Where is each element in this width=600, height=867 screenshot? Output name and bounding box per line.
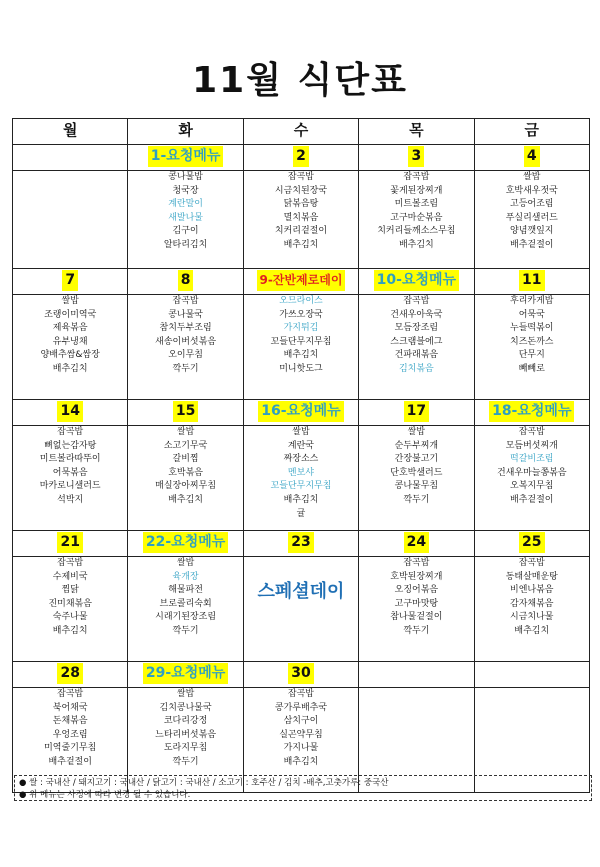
menu-item: 김치볶음 bbox=[398, 363, 434, 374]
menu-item: 가지나물 bbox=[283, 743, 319, 754]
menu-cell bbox=[474, 171, 589, 269]
day-header-wed: 수 bbox=[243, 119, 358, 145]
menu-item: 멸치볶음 bbox=[283, 212, 319, 223]
menu-item: 고구마순볶음 bbox=[390, 212, 443, 223]
menu-item: 시금치나물 bbox=[510, 612, 554, 623]
menu-cell bbox=[359, 426, 474, 531]
menu-item: 간장불고기 bbox=[394, 454, 439, 465]
menu-item: 유부냉채 bbox=[52, 336, 88, 347]
menu-item: 잡곡밥 bbox=[172, 296, 199, 306]
menu-item: 콩가루배추국 bbox=[274, 702, 328, 713]
menu-item: 단호박샐러드 bbox=[390, 467, 443, 478]
menu-item: 계란국 bbox=[287, 440, 315, 451]
date-cell bbox=[128, 531, 243, 557]
menu-item: 계란말이 bbox=[168, 199, 203, 210]
menu-item: 마카로니샐러드 bbox=[39, 481, 101, 492]
menu-item: 치즈돈까스 bbox=[510, 336, 554, 347]
date-label: 18-요청메뉴 bbox=[489, 401, 574, 422]
menu-item: 배추김치 bbox=[398, 239, 434, 250]
menu-item: 치커리들깨소스무침 bbox=[377, 226, 456, 237]
menu-cell bbox=[128, 557, 243, 662]
menu-item: 떡갈비조림 bbox=[510, 454, 554, 465]
menu-cell bbox=[128, 171, 243, 269]
menu-item: 뼈없는감자탕 bbox=[44, 440, 97, 451]
menu-item: 배추김치 bbox=[52, 363, 88, 374]
menu-item: 시금치된장국 bbox=[274, 185, 328, 196]
special-day-label: 스페셜데이 bbox=[257, 581, 345, 602]
date-label: 17 bbox=[404, 401, 429, 422]
menu-item: 순두부찌개 bbox=[394, 440, 439, 451]
date-label: 3 bbox=[408, 146, 424, 167]
menu-item: 쌀밥 bbox=[176, 558, 195, 568]
menu-item: 양배추쌈&쌈장 bbox=[40, 350, 100, 361]
menu-item: 배추겉절이 bbox=[48, 756, 92, 767]
date-cell bbox=[13, 400, 128, 426]
menu-item: 깍두기 bbox=[403, 625, 430, 636]
menu-item: 배추김치 bbox=[283, 239, 319, 250]
menu-item: 잡곡밥 bbox=[57, 689, 84, 699]
date-cell bbox=[474, 400, 589, 426]
menu-item: 건새우아욱국 bbox=[390, 309, 443, 320]
date-label: 2 bbox=[293, 146, 309, 167]
date-cell bbox=[359, 269, 474, 295]
date-label: 16-요청메뉴 bbox=[258, 401, 343, 422]
menu-item: 해물파전 bbox=[168, 585, 203, 596]
menu-item: 단무지 bbox=[518, 350, 545, 361]
menu-item: 미트볼조림 bbox=[394, 199, 439, 210]
menu-item: 조랭이미역국 bbox=[44, 309, 97, 320]
change-note: ● 위 메뉴는 사정에 따라 변경 될 수 있습니다. bbox=[19, 790, 191, 800]
date-cell bbox=[474, 531, 589, 557]
date-cell bbox=[474, 145, 589, 171]
menu-item: 느타리버섯볶음 bbox=[155, 729, 217, 740]
menu-item: 새발나물 bbox=[168, 212, 203, 223]
meal-table bbox=[12, 118, 590, 793]
menu-item: 새송이버섯볶음 bbox=[155, 336, 217, 347]
menu-cell bbox=[359, 171, 474, 269]
menu-item: 누들떡볶이 bbox=[510, 323, 554, 334]
menu-item: 참치두부조림 bbox=[159, 323, 212, 334]
menu-item: 잡곡밥 bbox=[403, 296, 430, 306]
menu-cell bbox=[13, 295, 128, 400]
menu-row bbox=[13, 426, 590, 531]
menu-item: 꽃게된장찌개 bbox=[390, 185, 443, 196]
menu-item: 잡곡밥 bbox=[518, 427, 545, 437]
menu-item: 오이무침 bbox=[168, 350, 203, 361]
date-label: 15 bbox=[173, 401, 198, 422]
menu-item: 양념깻잎지 bbox=[510, 226, 554, 237]
menu-item: 쌀밥 bbox=[523, 172, 541, 182]
menu-item: 배추김치 bbox=[283, 494, 319, 505]
menu-item: 육개장 bbox=[172, 571, 199, 582]
menu-item: 귤 bbox=[296, 508, 306, 519]
menu-item: 깍두기 bbox=[172, 625, 199, 636]
menu-item: 동태살매운탕 bbox=[505, 571, 558, 582]
menu-item: 진미채볶음 bbox=[48, 598, 92, 609]
menu-item: 참나물겉절이 bbox=[390, 612, 443, 623]
menu-item: 고등어조림 bbox=[510, 199, 554, 210]
date-cell bbox=[13, 269, 128, 295]
day-header-row bbox=[13, 119, 590, 145]
menu-item: 빼빼로 bbox=[518, 363, 545, 374]
menu-item: 수제비국 bbox=[52, 571, 88, 582]
menu-cell bbox=[359, 557, 474, 662]
menu-cell bbox=[13, 426, 128, 531]
date-label: 23 bbox=[288, 532, 313, 553]
date-row bbox=[13, 145, 590, 171]
date-label: 9-잔반제로데이 bbox=[257, 270, 346, 291]
menu-item: 배추김치 bbox=[283, 756, 319, 767]
date-cell bbox=[128, 400, 243, 426]
menu-item: 깍두기 bbox=[403, 494, 430, 505]
menu-item: 도라지무침 bbox=[163, 743, 208, 754]
menu-item: 스크램블에그 bbox=[390, 336, 443, 347]
date-cell bbox=[243, 269, 358, 295]
menu-item: 제육볶음 bbox=[52, 323, 88, 334]
meal-table-body bbox=[13, 145, 590, 793]
menu-item: 우엉조림 bbox=[52, 729, 88, 740]
menu-item: 어묵국 bbox=[518, 309, 545, 320]
menu-cell bbox=[13, 557, 128, 662]
date-cell bbox=[13, 145, 128, 171]
menu-item: 매실장아찌무침 bbox=[155, 481, 217, 492]
menu-cell bbox=[128, 295, 243, 400]
date-label: 11 bbox=[519, 270, 544, 291]
menu-item: 오므라이스 bbox=[279, 296, 323, 306]
menu-cell bbox=[243, 295, 358, 400]
menu-item: 가지튀김 bbox=[283, 323, 319, 334]
menu-item: 잡곡밥 bbox=[403, 172, 430, 182]
menu-item: 미트볼라따뚜이 bbox=[39, 454, 101, 465]
menu-item: 숙주나물 bbox=[52, 612, 88, 623]
menu-item: 청국장 bbox=[172, 185, 199, 196]
menu-item: 후리카게밥 bbox=[510, 296, 554, 306]
menu-item: 북어채국 bbox=[52, 702, 88, 713]
menu-item: 잡곡밥 bbox=[57, 427, 84, 437]
menu-item: 석박지 bbox=[57, 494, 84, 505]
date-cell bbox=[359, 400, 474, 426]
menu-item: 감자채볶음 bbox=[510, 598, 554, 609]
date-cell bbox=[243, 531, 358, 557]
menu-cell bbox=[474, 557, 589, 662]
menu-item: 배추겉절이 bbox=[510, 494, 554, 505]
menu-item: 닭볶음탕 bbox=[283, 199, 319, 210]
date-row bbox=[13, 531, 590, 557]
date-label: 14 bbox=[57, 401, 82, 422]
menu-item: 오징어볶음 bbox=[394, 585, 439, 596]
menu-item: 짜장소스 bbox=[283, 454, 319, 465]
date-row bbox=[13, 269, 590, 295]
menu-item: 건파래볶음 bbox=[394, 350, 439, 361]
menu-item: 잡곡밥 bbox=[287, 689, 315, 699]
menu-item: 코다리강정 bbox=[163, 716, 208, 727]
date-cell bbox=[474, 662, 589, 688]
date-cell bbox=[128, 662, 243, 688]
menu-item: 배추김치 bbox=[283, 350, 319, 361]
menu-item: 모듬버섯찌개 bbox=[505, 440, 558, 451]
menu-item: 어묵볶음 bbox=[52, 467, 88, 478]
menu-item: 소고기무국 bbox=[163, 440, 208, 451]
date-label: 7 bbox=[62, 270, 78, 291]
menu-item: 시래기된장조림 bbox=[155, 612, 217, 623]
date-cell bbox=[474, 269, 589, 295]
date-cell bbox=[13, 531, 128, 557]
menu-cell bbox=[474, 426, 589, 531]
menu-cell bbox=[243, 557, 358, 662]
menu-item: 삼치구이 bbox=[283, 716, 319, 727]
notice-box bbox=[14, 775, 592, 801]
date-cell bbox=[128, 145, 243, 171]
date-row bbox=[13, 662, 590, 688]
menu-item: 쌀밥 bbox=[61, 296, 79, 306]
menu-row bbox=[13, 295, 590, 400]
menu-item: 깍두기 bbox=[172, 756, 199, 767]
menu-item: 깍두기 bbox=[172, 363, 199, 374]
menu-item: 콩나물무침 bbox=[394, 481, 439, 492]
menu-item: 오복지무침 bbox=[510, 481, 554, 492]
menu-item: 모듬장조림 bbox=[394, 323, 439, 334]
date-label: 25 bbox=[519, 532, 544, 553]
date-label: 24 bbox=[404, 532, 429, 553]
date-label: 8 bbox=[178, 270, 194, 291]
menu-item: 꼬들단무지무침 bbox=[270, 336, 332, 347]
menu-item: 호박볶음 bbox=[168, 467, 203, 478]
date-cell bbox=[13, 662, 128, 688]
date-row bbox=[13, 400, 590, 426]
menu-item: 호박된장찌개 bbox=[390, 571, 443, 582]
day-header-mon: 월 bbox=[13, 119, 128, 145]
menu-row bbox=[13, 557, 590, 662]
menu-item: 쌀밥 bbox=[176, 427, 195, 437]
date-label: 21 bbox=[57, 532, 82, 553]
day-header-thu: 목 bbox=[359, 119, 474, 145]
date-label: 29-요청메뉴 bbox=[143, 663, 228, 684]
menu-item: 김구이 bbox=[172, 226, 199, 237]
date-cell bbox=[359, 662, 474, 688]
menu-item: 잡곡밥 bbox=[518, 558, 545, 568]
menu-item: 건새우마늘쫑볶음 bbox=[497, 467, 567, 478]
menu-item: 콩나물밥 bbox=[168, 172, 203, 182]
date-cell bbox=[359, 145, 474, 171]
date-label: 10-요청메뉴 bbox=[374, 270, 459, 291]
menu-row bbox=[13, 171, 590, 269]
menu-item: 잡곡밥 bbox=[287, 172, 315, 182]
date-label: 1-요청메뉴 bbox=[148, 146, 224, 167]
menu-cell bbox=[13, 171, 128, 269]
origin-note: ● 쌀 : 국내산 / 돼지고기 : 국내산 / 닭고기 : 국내산 / 소고기 : 호주산 / 김치 -배추,고춧가루: 중국산 bbox=[19, 778, 389, 788]
menu-item: 꼬들단무지무침 bbox=[270, 481, 332, 492]
menu-cell bbox=[359, 295, 474, 400]
menu-item: 실곤약무침 bbox=[279, 729, 323, 740]
menu-item: 멘보샤 bbox=[287, 467, 315, 478]
menu-cell bbox=[243, 171, 358, 269]
menu-cell bbox=[243, 426, 358, 531]
date-cell bbox=[359, 531, 474, 557]
menu-item: 돈채볶음 bbox=[52, 716, 88, 727]
date-cell bbox=[243, 662, 358, 688]
date-label: 22-요청메뉴 bbox=[143, 532, 228, 553]
page-title: 11월 식단표 bbox=[192, 60, 408, 101]
menu-item: 배추겉절이 bbox=[510, 239, 554, 250]
menu-item: 호박새우젓국 bbox=[505, 185, 558, 196]
menu-item: 미역줄기무침 bbox=[44, 743, 97, 754]
menu-item: 배추김치 bbox=[514, 625, 550, 636]
menu-item: 브로콜리숙회 bbox=[159, 598, 212, 609]
menu-item: 배추김치 bbox=[168, 494, 203, 505]
menu-item: 쌀밥 bbox=[407, 427, 426, 437]
day-header-tue: 화 bbox=[128, 119, 243, 145]
menu-item: 치커리겉절이 bbox=[274, 226, 328, 237]
menu-item: 알타리김치 bbox=[163, 239, 208, 250]
menu-cell bbox=[474, 295, 589, 400]
menu-item: 비엔나볶음 bbox=[510, 585, 554, 596]
menu-item: 미니핫도그 bbox=[279, 363, 323, 374]
date-label: 28 bbox=[57, 663, 82, 684]
menu-item: 쌀밥 bbox=[292, 427, 310, 437]
menu-item: 갈비찜 bbox=[172, 454, 199, 465]
menu-item: 잡곡밥 bbox=[403, 558, 430, 568]
menu-item: 찜닭 bbox=[61, 585, 79, 596]
date-cell bbox=[128, 269, 243, 295]
menu-item: 가쓰오장국 bbox=[279, 309, 323, 320]
menu-item: 고구마맛탕 bbox=[394, 598, 439, 609]
menu-cell bbox=[128, 426, 243, 531]
menu-item: 잡곡밥 bbox=[57, 558, 84, 568]
menu-item: 김치콩나물국 bbox=[159, 702, 212, 713]
day-header-fri: 금 bbox=[474, 119, 589, 145]
date-label: 4 bbox=[524, 146, 540, 167]
menu-item: 콩나물국 bbox=[168, 309, 203, 320]
menu-item: 쌀밥 bbox=[176, 689, 195, 699]
menu-item: 배추김치 bbox=[52, 625, 88, 636]
date-cell bbox=[243, 145, 358, 171]
date-label: 30 bbox=[288, 663, 313, 684]
menu-item: 푸실리샐러드 bbox=[505, 212, 558, 223]
date-cell bbox=[243, 400, 358, 426]
